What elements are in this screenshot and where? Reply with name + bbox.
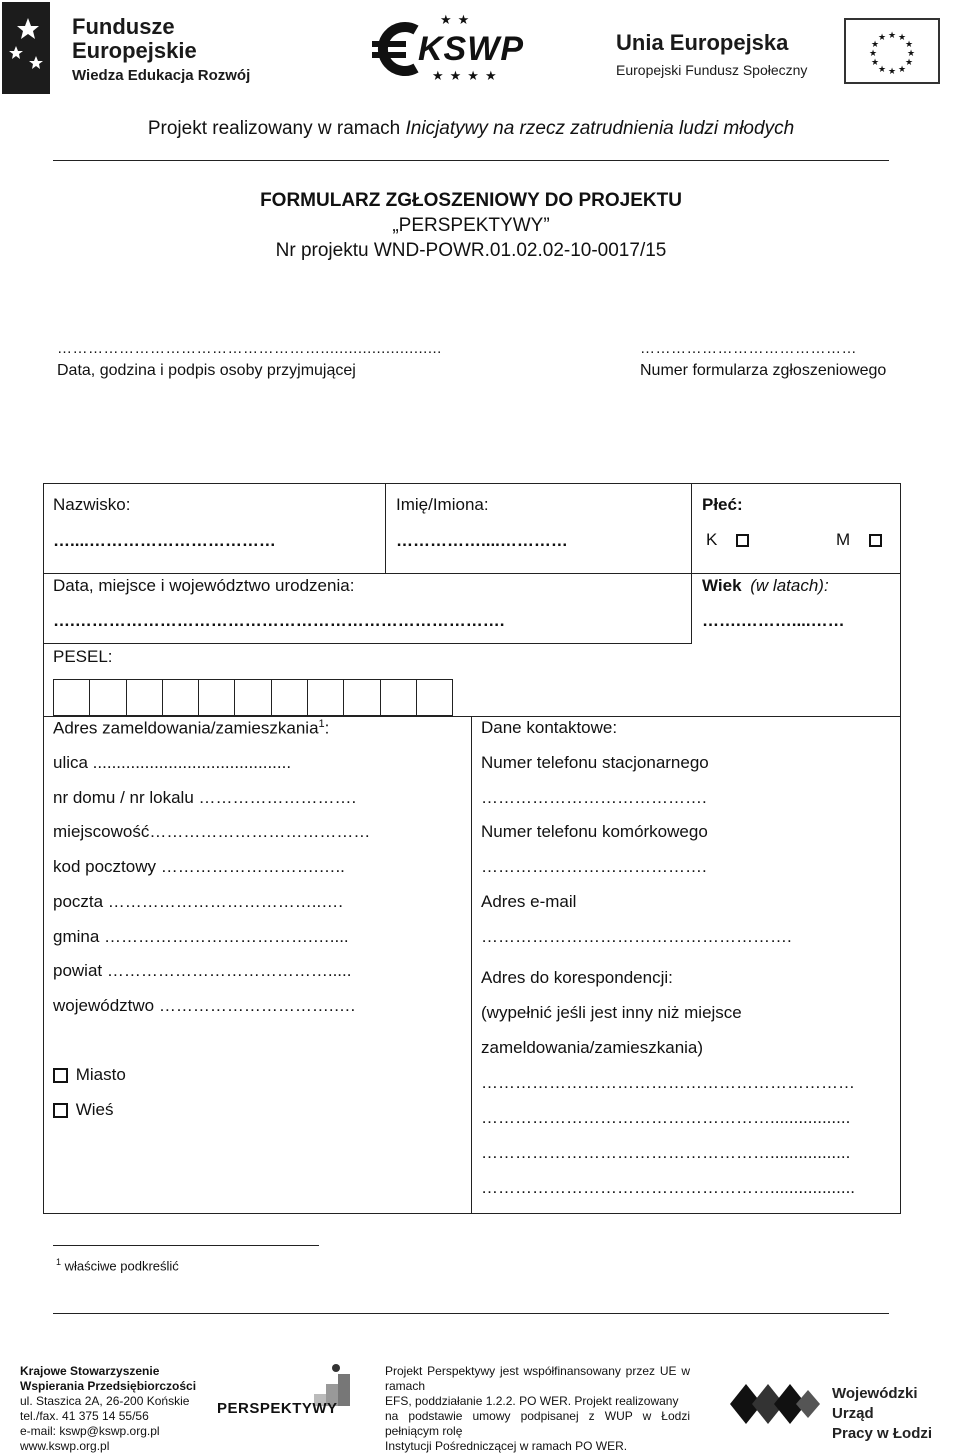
landline-field[interactable]: …………………………………. [481, 788, 707, 807]
pesel-cell[interactable] [272, 680, 308, 715]
address-gmina-field[interactable]: gmina ……………………………….….... [53, 927, 349, 946]
address-postcode-field[interactable]: kod pocztowy ……………………….….. [53, 857, 345, 876]
svg-text:★: ★ [877, 33, 887, 43]
org-name-line2: Wspierania Przedsiębiorczości [20, 1379, 197, 1393]
contact-title: Dane kontaktowe: [481, 718, 618, 737]
correspondence-field[interactable]: ……………………………………………................. [481, 1108, 851, 1127]
address-street-field[interactable]: ulica .......................................... [53, 753, 292, 772]
svg-text:★: ★ [906, 49, 916, 59]
landline-label: Numer telefonu stacjonarnego [481, 753, 709, 772]
funding-info [385, 1364, 690, 1454]
svg-text:★: ★ [897, 33, 907, 43]
correspondence-field[interactable]: …………………………………………….................. [481, 1178, 856, 1197]
surname-label: Nazwisko: [53, 495, 131, 514]
first-name-field[interactable]: ……………....………… [396, 531, 568, 550]
address-title-text: Adres zameldowania/zamieszkania [53, 718, 319, 738]
wup-logo-text [832, 1384, 960, 1444]
footnote [56, 1257, 179, 1273]
kswp-stars: ★★ [440, 12, 476, 27]
city-checkbox[interactable] [53, 1068, 68, 1083]
village-label: Wieś [75, 1100, 114, 1119]
correspondence-note-line2: zameldowania/zamieszkania) [481, 1038, 704, 1057]
wup-logo-icon [726, 1378, 822, 1428]
funding-line1: Projekt Perspektywy jest współfinansowany przez UE w ramach [385, 1364, 690, 1393]
pesel-cell[interactable] [308, 680, 344, 715]
address-voivodeship-field[interactable]: województwo ………………………….…. [53, 996, 356, 1015]
organization-info [20, 1364, 196, 1454]
org-address: ul. Staszica 2A, 26-200 Końskie [20, 1394, 190, 1408]
correspondence-note-line1: (wypełnić jeśli jest inny niż miejsce [481, 1003, 742, 1022]
reception-signature-caption: Data, godzina i podpis osoby przyjmującej [57, 362, 356, 379]
age-label-text: Wiek [702, 576, 742, 595]
city-label: Miasto [75, 1065, 126, 1084]
funding-line3: na podstawie umowy podpisanej z WUP w Łodzi pełniącym rolę [385, 1409, 690, 1438]
svg-text:★: ★ [868, 49, 878, 59]
org-email[interactable]: e-mail: kswp@kswp.org.pl [20, 1424, 160, 1438]
correspondence-field[interactable]: ……………………………………………................. [481, 1143, 851, 1162]
sex-option-m[interactable] [836, 530, 882, 550]
birth-label: Data, miejsce i województwo urodzenia: [53, 576, 355, 595]
eu-flag-icon [844, 18, 940, 84]
address-powiat-field[interactable]: powiat …………………………………..... [53, 961, 352, 980]
table-divider [43, 573, 901, 574]
pesel-cell[interactable] [54, 680, 90, 715]
perspektywy-logo-text: PERSPEKTYWY [217, 1400, 338, 1417]
pesel-cell[interactable] [199, 680, 235, 715]
pesel-grid[interactable] [53, 679, 453, 716]
pesel-cell[interactable] [163, 680, 199, 715]
svg-text:★: ★ [887, 67, 897, 77]
reception-signature-dots[interactable]: …………………………………………….......................... [57, 340, 442, 357]
funding-line2: EFS, poddziałanie 1.2.2. PO WER. Projekt realizowany [385, 1394, 679, 1408]
address-title-suffix: : [324, 718, 330, 738]
table-divider [691, 483, 692, 644]
svg-text:★: ★ [904, 40, 914, 50]
address-city-field[interactable]: miejscowość………………………………… [53, 822, 371, 841]
form-title-line3: Nr projektu WND-POWR.01.02.02-10-0017/15 [275, 240, 667, 261]
svg-text:★: ★ [877, 65, 887, 75]
kswp-logo-text: KSWP [418, 30, 524, 68]
kswp-stars-bottom: ★★★★ [432, 68, 503, 83]
ue-logo-title: Unia Europejska [616, 30, 789, 55]
funding-line4: Instytucji Pośredniczącej w ramach PO WER. [385, 1439, 628, 1453]
pesel-cell[interactable] [127, 680, 163, 715]
form-title-line2: „PERSPEKTYWY” [392, 215, 550, 236]
mobile-label: Numer telefonu komórkowego [481, 822, 708, 841]
village-checkbox[interactable] [53, 1103, 68, 1118]
sex-option-k[interactable] [706, 530, 749, 550]
email-field[interactable]: ………………………………………………. [481, 927, 792, 946]
euro-star-icon [372, 14, 420, 84]
project-line [0, 118, 942, 140]
birth-field[interactable]: ….…………………………………………………………………. [53, 611, 505, 630]
first-name-label: Imię/Imiona: [396, 495, 489, 514]
correspondence-title: Adres do korespondencji: [481, 968, 673, 987]
sex-k-checkbox[interactable] [736, 534, 749, 547]
wup-line1: Wojewódzki Urząd [832, 1385, 918, 1422]
svg-text:★: ★ [904, 58, 914, 68]
pesel-cell[interactable] [344, 680, 380, 715]
svg-text:★: ★ [897, 65, 907, 75]
svg-text:★: ★ [887, 31, 897, 41]
sex-label: Płeć: [702, 495, 743, 514]
project-line-italic: Inicjatywy na rzecz zatrudnienia ludzi młodych [405, 118, 795, 139]
header-divider [53, 160, 889, 161]
project-line-prefix: Projekt realizowany w ramach [147, 118, 406, 139]
address-title [53, 718, 329, 739]
sex-k-label: K [706, 530, 718, 549]
pesel-cell[interactable] [90, 680, 126, 715]
address-post-field[interactable]: poczta ………………………………..…. [53, 892, 343, 911]
pesel-cell[interactable] [417, 680, 453, 715]
table-divider [471, 716, 472, 1214]
age-field[interactable]: …….………....…… [702, 611, 845, 630]
org-website[interactable]: www.kswp.org.pl [20, 1439, 110, 1453]
address-footnote-mark: 1 [318, 718, 325, 730]
fe-logo-line2: Europejskie [72, 38, 197, 63]
pesel-cell[interactable] [235, 680, 271, 715]
ue-logo-text [616, 30, 807, 78]
org-phone: tel./fax. 41 375 14 55/56 [20, 1409, 149, 1423]
form-title-line1: FORMULARZ ZGŁOSZENIOWY DO PROJEKTU [260, 190, 682, 211]
pesel-label: PESEL: [53, 647, 113, 666]
surname-field[interactable]: …....…………………………… [53, 531, 276, 550]
correspondence-field[interactable]: ………………………………………………………… [481, 1073, 855, 1092]
svg-text:★: ★ [870, 58, 880, 68]
age-label [702, 576, 829, 596]
org-name-line1: Krajowe Stowarzyszenie [20, 1364, 160, 1378]
option-city[interactable] [53, 1065, 126, 1085]
pesel-cell[interactable] [381, 680, 417, 715]
footer-divider [53, 1313, 889, 1314]
sex-m-checkbox[interactable] [869, 534, 882, 547]
footnote-mark: 1 [56, 1257, 62, 1267]
footnote-text: właściwe podkreślić [61, 1258, 179, 1274]
wup-line2: Pracy w Łodzi [832, 1425, 933, 1442]
sex-m-label: M [836, 530, 851, 549]
fe-logo-line1: Fundusze [72, 14, 175, 39]
footnote-divider [53, 1245, 319, 1246]
form-number-caption: Numer formularza zgłoszeniowego [640, 362, 887, 379]
option-village[interactable] [53, 1100, 114, 1120]
fe-star-icon [2, 2, 50, 94]
table-divider [43, 643, 692, 644]
fe-logo-text [72, 16, 250, 83]
svg-text:★: ★ [870, 40, 880, 50]
email-label: Adres e-mail [481, 892, 577, 911]
fe-logo-tagline: Wiedza Edukacja Rozwój [72, 67, 251, 84]
address-house-field[interactable]: nr domu / nr lokalu ………………………. [53, 788, 357, 807]
ue-logo-subtitle: Europejski Fundusz Społeczny [616, 62, 808, 78]
age-unit: (w latach): [750, 576, 829, 595]
form-number-dots[interactable]: …………………………………… [640, 340, 857, 357]
form-title [0, 188, 942, 263]
table-divider [385, 483, 386, 573]
mobile-field[interactable]: …………………………………. [481, 857, 707, 876]
